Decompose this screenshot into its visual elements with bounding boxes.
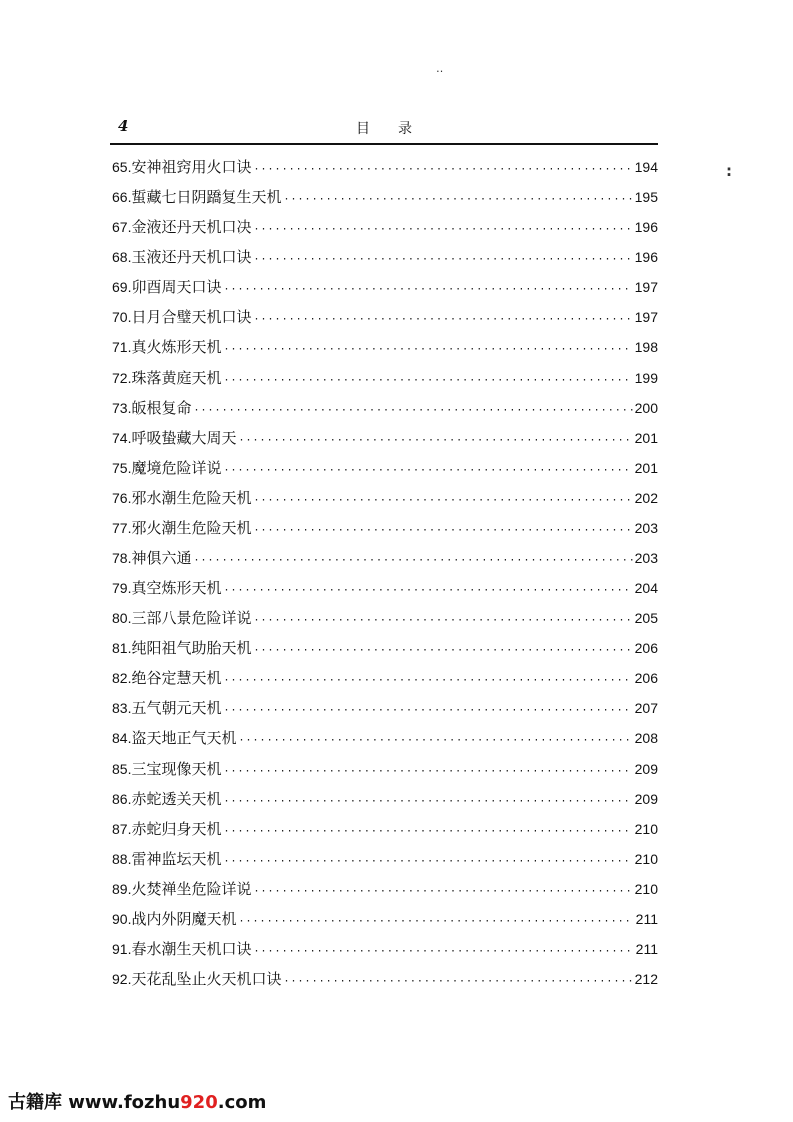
header-rule: [110, 143, 658, 145]
toc-entry-page: 200: [634, 399, 658, 416]
table-of-contents: [112, 152, 658, 994]
dot-leader: [223, 757, 632, 787]
toc-entry-page: 210: [634, 850, 658, 867]
watermark-suffix: .com: [217, 1092, 267, 1113]
toc-entry-number: 92.: [112, 971, 132, 988]
toc-entry-title: 邪火潮生危险天机: [131, 518, 252, 537]
toc-entry[interactable]: [112, 603, 658, 633]
toc-entry-title: 蜇藏七日阴蹻复生天机: [131, 188, 282, 207]
toc-entry-number: 88.: [112, 850, 132, 867]
toc-entry-number: 72.: [112, 369, 132, 386]
toc-entry-page: 207: [634, 700, 658, 717]
toc-entry-number: 71.: [112, 339, 132, 356]
dot-leader: [253, 877, 632, 907]
toc-entry-title: 邪水潮生危险天机: [131, 488, 252, 507]
toc-entry-page: 208: [634, 730, 658, 747]
page-title: 目录: [356, 121, 440, 137]
dot-leader: [223, 456, 632, 486]
toc-entry[interactable]: [112, 814, 658, 844]
toc-entry-title: 赤蛇归身天机: [131, 819, 222, 838]
scan-artifact-colon: :: [726, 162, 732, 180]
toc-entry-number: 74.: [112, 429, 132, 446]
toc-entry[interactable]: [112, 363, 658, 393]
toc-entry-page: 210: [634, 880, 658, 897]
toc-entry-number: 73.: [112, 399, 132, 416]
watermark: [8, 1088, 266, 1114]
watermark-accent: 920: [180, 1092, 218, 1113]
toc-entry-page: 196: [634, 219, 658, 236]
toc-entry-number: 84.: [112, 730, 132, 747]
dot-leader: [193, 546, 632, 576]
toc-entry-number: 82.: [112, 670, 132, 687]
toc-entry[interactable]: [112, 934, 658, 964]
toc-entry[interactable]: [112, 693, 658, 723]
toc-entry-number: 91.: [112, 941, 132, 958]
toc-entry-number: 65.: [112, 159, 132, 175]
dot-leader: [223, 335, 632, 365]
toc-entry-title: 三宝现像天机: [131, 759, 222, 778]
toc-entry[interactable]: [112, 964, 658, 994]
toc-entry[interactable]: [112, 633, 658, 663]
page-header: [112, 115, 658, 143]
toc-entry-title: 盗天地正气天机: [131, 729, 237, 748]
toc-entry-title: 战内外阴魔天机: [131, 909, 237, 928]
toc-entry-title: 春水潮生天机口诀: [131, 940, 252, 959]
toc-entry-number: 69.: [112, 279, 132, 296]
toc-entry-number: 87.: [112, 820, 132, 837]
toc-entry[interactable]: [112, 754, 658, 784]
dot-leader: [283, 967, 632, 997]
toc-entry-title: 珠落黄庭天机: [131, 368, 222, 387]
toc-entry[interactable]: [112, 453, 658, 483]
toc-entry-title: 火焚禅坐危险详说: [131, 879, 252, 898]
toc-entry[interactable]: [112, 212, 658, 242]
dot-leader: [238, 907, 633, 937]
toc-entry-number: 81.: [112, 640, 132, 657]
toc-entry[interactable]: [112, 483, 658, 513]
dot-leader: [253, 215, 632, 245]
dot-leader: [253, 636, 632, 666]
toc-entry-title: 神俱六通: [131, 549, 192, 568]
toc-entry[interactable]: [112, 904, 658, 934]
dot-leader: [223, 696, 632, 726]
scan-artifact-dash: ‥: [436, 62, 444, 75]
toc-entry-number: 85.: [112, 760, 132, 777]
toc-entry-number: 67.: [112, 219, 132, 236]
dot-leader: [253, 305, 632, 335]
page-number: 4: [118, 117, 129, 135]
toc-entry-page: 195: [634, 189, 658, 206]
toc-entry[interactable]: [112, 543, 658, 573]
toc-entry[interactable]: [112, 663, 658, 693]
toc-entry-title: 真空炼形天机: [131, 579, 222, 598]
toc-entry-title: 金液还丹天机口决: [131, 218, 252, 237]
toc-entry-page: 197: [634, 279, 658, 296]
dot-leader: [223, 275, 632, 305]
toc-entry-number: 78.: [112, 550, 132, 567]
toc-entry-page: 202: [634, 489, 658, 506]
toc-entry-number: 76.: [112, 489, 132, 506]
toc-entry-number: 68.: [112, 249, 132, 266]
dot-leader: [193, 396, 632, 426]
toc-entry-number: 79.: [112, 580, 132, 597]
toc-entry-page: 194: [634, 159, 658, 175]
toc-entry[interactable]: [112, 784, 658, 814]
toc-entry-title: 玉液还丹天机口诀: [131, 248, 252, 267]
toc-entry-page: 196: [634, 249, 658, 266]
toc-entry-page: 197: [634, 309, 658, 326]
dot-leader: [283, 185, 632, 215]
toc-entry-title: 纯阳祖气助胎天机: [131, 639, 252, 658]
toc-entry-title: 皈根复命: [131, 398, 192, 417]
toc-entry-page: 201: [634, 459, 658, 476]
toc-entry-page: 205: [634, 610, 658, 627]
toc-entry-title: 五气朝元天机: [131, 699, 222, 718]
toc-entry-page: 203: [634, 519, 658, 536]
toc-entry[interactable]: [112, 844, 658, 874]
toc-entry[interactable]: [112, 302, 658, 332]
dot-leader: [238, 426, 632, 456]
toc-entry-title: 真火炼形天机: [131, 338, 222, 357]
toc-entry-title: 绝谷定慧天机: [131, 669, 222, 688]
dot-leader: [238, 726, 632, 756]
toc-entry[interactable]: [112, 393, 658, 423]
dot-leader: [223, 817, 632, 847]
dot-leader: [223, 787, 632, 817]
toc-entry-number: 75.: [112, 459, 132, 476]
toc-entry[interactable]: [112, 723, 658, 753]
toc-entry-page: 199: [634, 369, 658, 386]
toc-entry-number: 66.: [112, 189, 132, 206]
toc-entry-page: 212: [634, 971, 658, 988]
watermark-prefix: 古籍库 www.fozhu: [8, 1092, 181, 1113]
toc-entry[interactable]: [112, 242, 658, 272]
dot-leader: [253, 486, 632, 516]
toc-entry[interactable]: [112, 423, 658, 453]
toc-entry-page: 210: [634, 820, 658, 837]
toc-entry-number: 89.: [112, 880, 132, 897]
toc-entry[interactable]: [112, 332, 658, 362]
toc-entry-page: 206: [634, 640, 658, 657]
toc-entry[interactable]: [112, 874, 658, 904]
dot-leader: [223, 847, 632, 877]
toc-entry-number: 83.: [112, 700, 132, 717]
toc-entry-page: 206: [634, 670, 658, 687]
toc-entry-number: 90.: [112, 910, 132, 927]
toc-entry-number: 86.: [112, 790, 132, 807]
toc-entry[interactable]: [112, 272, 658, 302]
dot-leader: [223, 366, 632, 396]
toc-entry[interactable]: [112, 573, 658, 603]
toc-entry-page: 204: [634, 580, 658, 597]
toc-entry-title: 魔境危险详说: [131, 458, 222, 477]
toc-entry-title: 安神祖窍用火口诀: [131, 158, 252, 176]
dot-leader: [253, 937, 633, 967]
toc-entry[interactable]: [112, 152, 658, 182]
dot-leader: [223, 576, 632, 606]
toc-entry-number: 70.: [112, 309, 132, 326]
toc-entry[interactable]: [112, 182, 658, 212]
toc-entry-title: 卯酉周天口诀: [131, 278, 222, 297]
toc-entry-page: 198: [634, 339, 658, 356]
toc-entry-title: 天花乱坠止火天机口诀: [131, 970, 282, 989]
toc-entry-page: 209: [634, 760, 658, 777]
toc-entry-page: 203: [634, 550, 658, 567]
toc-entry-title: 赤蛇透关天机: [131, 789, 222, 808]
toc-entry-title: 日月合璧天机口诀: [131, 308, 252, 327]
dot-leader: [253, 245, 632, 275]
toc-entry-page: 201: [634, 429, 658, 446]
dot-leader: [223, 666, 632, 696]
toc-entry-title: 三部八景危险详说: [131, 609, 252, 628]
dot-leader: [253, 155, 632, 185]
toc-entry-page: 211: [635, 910, 658, 927]
dot-leader: [253, 606, 632, 636]
toc-entry-title: 呼吸蛰藏大周天: [131, 428, 237, 447]
dot-leader: [253, 516, 632, 546]
toc-entry-number: 77.: [112, 519, 132, 536]
toc-entry-page: 209: [634, 790, 658, 807]
toc-entry-number: 80.: [112, 610, 132, 627]
toc-entry-page: 211: [635, 941, 658, 958]
toc-entry[interactable]: [112, 513, 658, 543]
toc-entry-title: 雷神监坛天机: [131, 849, 222, 868]
